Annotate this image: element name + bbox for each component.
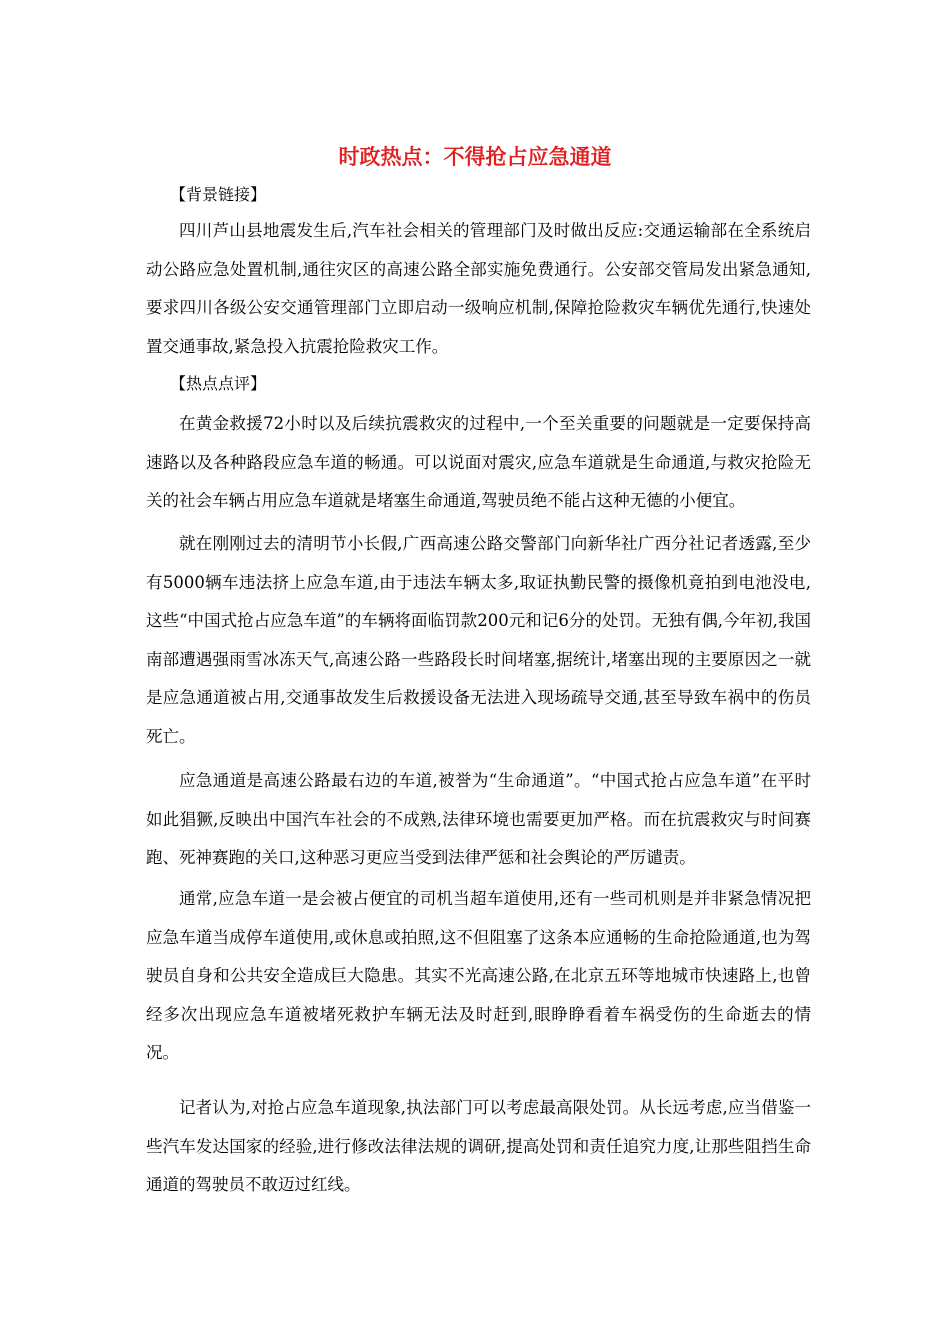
paragraph: 应急通道是高速公路最右边的车道,被誉为“生命通道”。“中国式抢占应急车道”在平时如此猖獗,反映出中国汽车社会的不成熟,法律环境也需要更加严格。而在抗震救灾与时间赛跑、死神赛跑的关口,这种恶习更应当受到法律严惩和社会舆论的严厉谴责。	[146, 771, 811, 867]
section-heading-commentary: 【热点点评】	[170, 374, 267, 393]
paragraph: 四川芦山县地震发生后,汽车社会相关的管理部门及时做出反应:交通运输部在全系统启动公路应急处置机制,通往灾区的高速公路全部实施免费通行。公安部交管局发出紧急通知,要求四川各级公安交通管理部门立即启动一级响应机制,保障抢险救灾车辆优先通行,快速处置交通事故,紧急投入抗震抢险救灾工作。	[146, 221, 811, 356]
paragraph: 通常,应急车道一是会被占便宜的司机当超车道使用,还有一些司机则是并非紧急情况把应急车道当成停车道使用,或休息或拍照,这不但阻塞了这条本应通畅的生命抢险通道,也为驾驶员自身和公共安全造成巨大隐患。其实不光高速公路,在北京五环等地城市快速路上,也曾经多次出现应急车道被堵死救护车辆无法及时赶到,眼睁睁看着车祸受伤的生命逝去的情况。	[146, 889, 811, 1062]
paragraph: 就在刚刚过去的清明节小长假,广西高速公路交警部门向新华社广西分社记者透露,至少有5000辆车违法挤上应急车道,由于违法车辆太多,取证执勤民警的摄像机竟拍到电池没电,这些“中国式抢占应急车道”的车辆将面临罚款200元和记6分的处罚。无独有偶,今年初,我国南部遭遇强雨雪冰冻天气,高速公路一些路段长时间堵塞,据统计,堵塞出现的主要原因之一就是应急通道被占用,交通事故发生后救援设备无法进入现场疏导交通,甚至导致车祸中的伤员死亡。	[146, 534, 811, 746]
paragraph: 记者认为,对抢占应急车道现象,执法部门可以考虑最高限处罚。从长远考虑,应当借鉴一些汽车发达国家的经验,进行修改法律法规的调研,提高处罚和责任追究力度,让那些阻挡生命通道的驾驶员不敢迈过红线。	[146, 1098, 811, 1194]
paragraph: 在黄金救援72小时以及后续抗震救灾的过程中,一个至关重要的问题就是一定要保持高速路以及各种路段应急车道的畅通。可以说面对震灾,应急车道就是生命通道,与救灾抢险无关的社会车辆占用应急车道就是堵塞生命通道,驾驶员绝不能占这种无德的小便宜。	[146, 414, 811, 510]
document-title: 时政热点：不得抢占应急通道	[338, 145, 612, 169]
section-heading-background: 【背景链接】	[170, 185, 267, 204]
